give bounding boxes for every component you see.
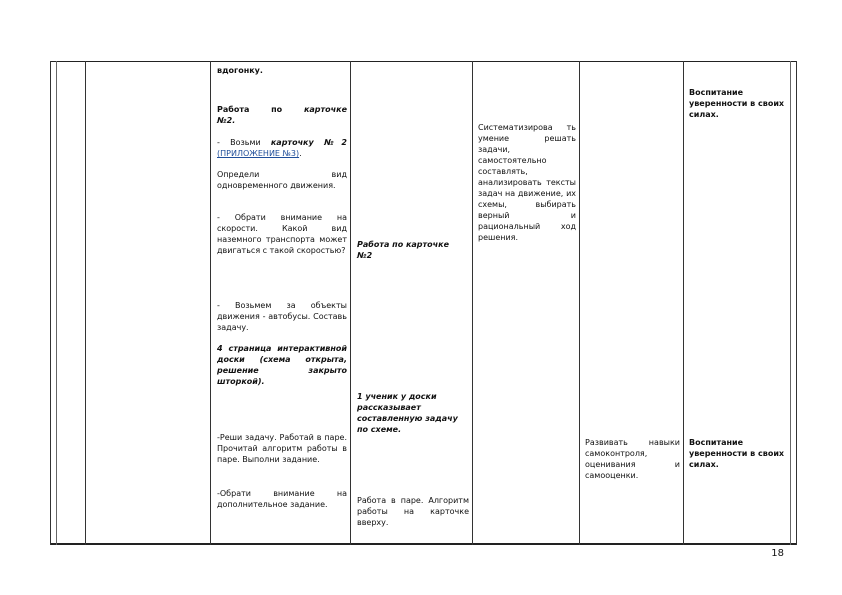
col7-confidence-2: Воспитание уверенности в своих силах. — [689, 438, 785, 469]
col3-interactive-board: 4 страница интерактивной доски (схема открыта, решение закрыто шторкой). — [217, 344, 347, 386]
appendix-link[interactable]: (ПРИЛОЖЕНИЕ №3) — [217, 149, 300, 158]
col3-solve-task: -Реши задачу. Работай в паре. Прочитай алгоритм работы в паре. Выполни задание. — [217, 433, 347, 464]
col7-confidence-1: Воспитание уверенности в своих силах. — [689, 88, 785, 119]
col3-compose-task: - Возьмем за объекты движения - автобусы. Составь задачу. — [217, 301, 347, 332]
col4-pair-work: Работа в паре. Алгоритм работы на карточке вверху. — [357, 496, 469, 527]
column-divider-7 — [683, 61, 684, 545]
page-number: 18 — [771, 548, 784, 559]
column-divider-5 — [472, 61, 473, 545]
col5-systematize-skills: Систематизирова ть умение решать задачи, самостоятельно составлять, анализировать тексты задач на движение, их схемы, выбирать верный и рациональный ход решения. — [478, 123, 576, 242]
table-right-border — [796, 61, 797, 545]
column-divider-6 — [579, 61, 580, 545]
column-divider-3 — [210, 61, 211, 545]
col3-card-heading: Работа по карточке — [217, 105, 347, 114]
table-top-border — [50, 61, 797, 62]
table-left-border — [50, 61, 51, 545]
col3-speed-question: - Обрати внимание на скорости. Какой вид наземного транспорта может двигаться с такой скоростью? — [217, 213, 347, 255]
col3-take-card: - Возьми карточку №2 — [217, 138, 347, 147]
column-divider-2 — [85, 61, 86, 545]
col3-extra-task: -Обрати внимание на дополнительное задание. — [217, 489, 347, 509]
table-bottom-border — [50, 543, 797, 545]
col4-card-work: Работа по карточке №2 — [357, 240, 450, 260]
column-divider-4 — [350, 61, 351, 545]
column-divider-8 — [790, 61, 791, 545]
col6-self-control: Развивать навыки самоконтроля, оценивания и самооценки. — [585, 438, 680, 480]
col3-text-continuation: вдогонку. — [217, 66, 263, 75]
col3-determine-motion: Определи вид одновременного движения. — [217, 170, 347, 190]
col3-appendix-line: (ПРИЛОЖЕНИЕ №3). — [217, 149, 302, 158]
col3-card-heading-number: №2. — [217, 116, 236, 125]
col4-student-at-board: 1 ученик у доски рассказывает составленную задачу по схеме. — [357, 392, 458, 434]
column-divider-1 — [56, 61, 57, 545]
